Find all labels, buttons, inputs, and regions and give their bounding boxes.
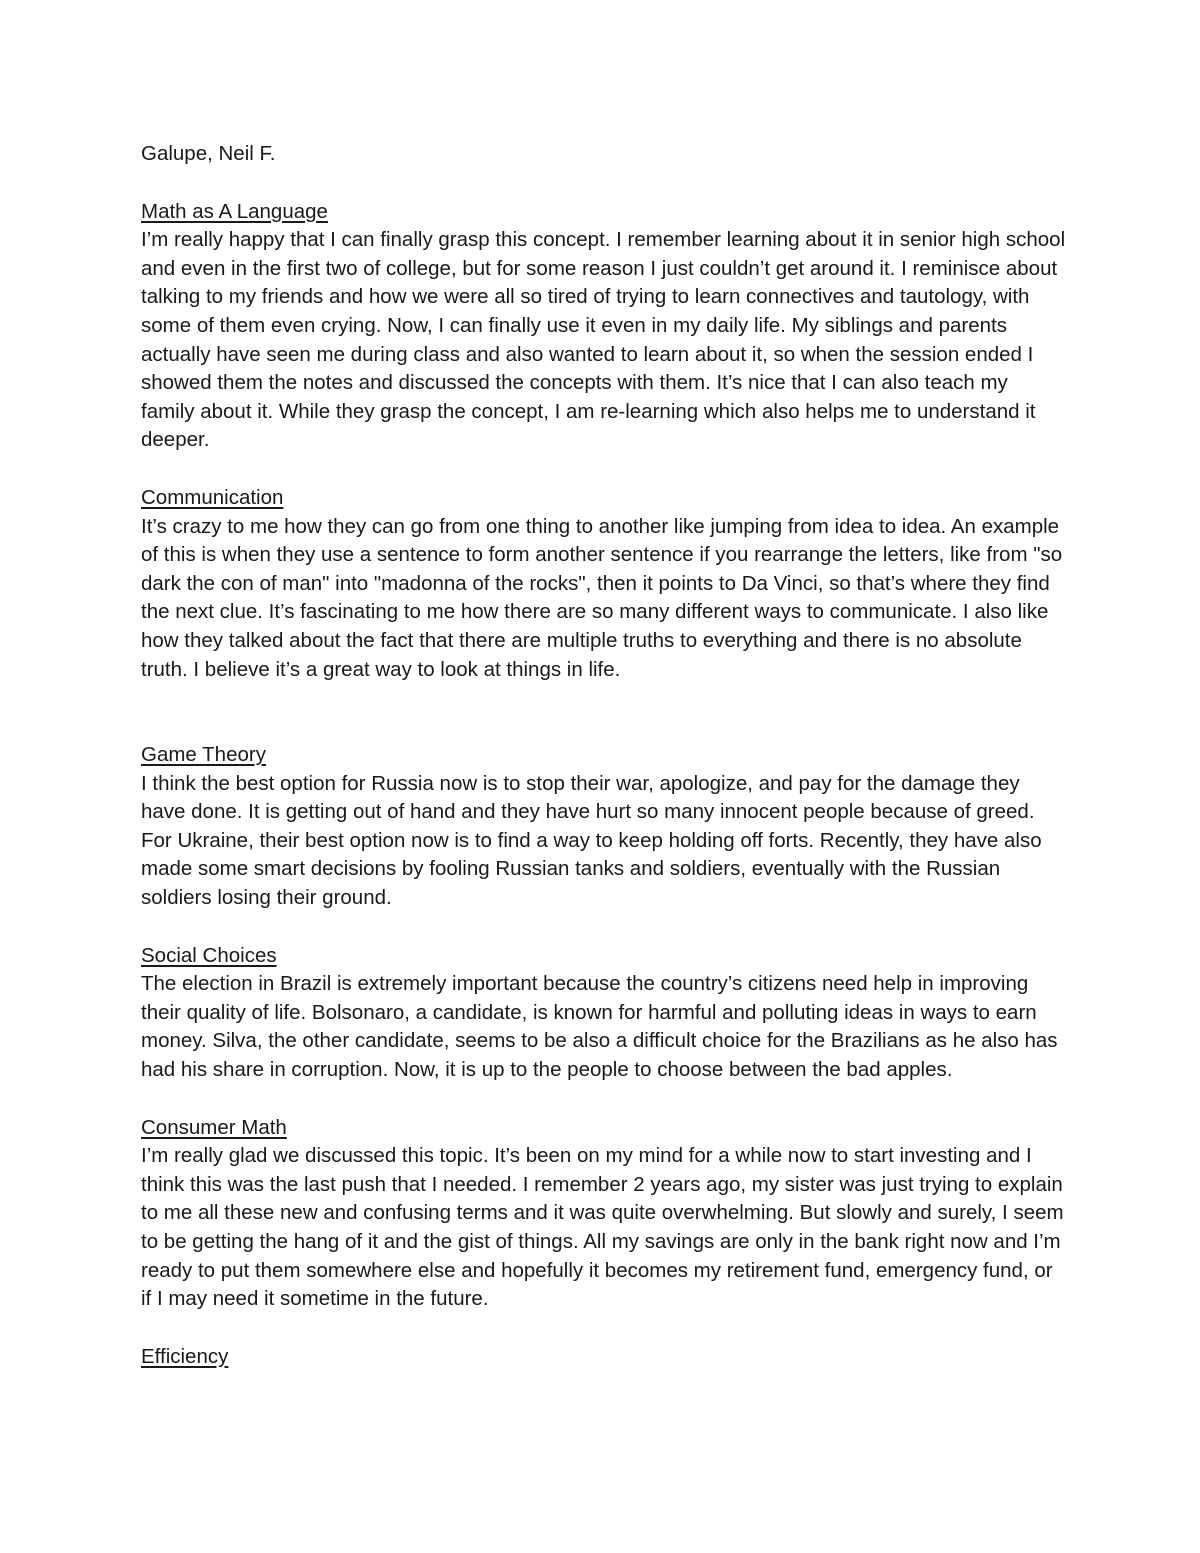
- section-heading: Math as A Language: [141, 199, 328, 223]
- section-body: I’m really happy that I can finally grasp this concept. I remember learning about it in senior high school and even in the first two of college, but for some reason I just couldn’t get around it. I reminisce about talking to my friends and how we were all so tired of trying to learn connectives and tautology, with some of them even crying. Now, I can finally use it even in my daily life. My siblings and parents actually have seen me during class and also wanted to learn about it, so when the session ended I showed them the notes and discussed the concepts with them. It’s nice that I can also teach my family about it. While they grasp the concept, I am re-learning which also helps me to understand it deeper.: [141, 228, 1066, 452]
- section-consumer-math: [141, 1114, 1066, 1314]
- section-efficiency: [141, 1343, 1066, 1372]
- section-body: The election in Brazil is extremely important because the country’s citizens need help in improving their quality of life. Bolsonaro, a candidate, is known for harmful and polluting ideas in ways to earn money. Silva, the other candidate, seems to be also a difficult choice for the Brazilians as he also has had his share in corruption. Now, it is up to the people to choose between the bad apples.: [141, 972, 1058, 1082]
- section-game-theory: [141, 741, 1066, 913]
- section-body: I think the best option for Russia now is to stop their war, apologize, and pay for the damage they have done. It is getting out of hand and they have hurt so many innocent people because of greed. For Ukraine, their best option now is to find a way to keep holding off forts. Recently, they have also made some smart decisions by fooling Russian tanks and soldiers, eventually with the Russian soldiers losing their ground.: [141, 771, 1042, 910]
- section-heading: Communication: [141, 485, 284, 509]
- section-heading: Consumer Math: [141, 1115, 287, 1139]
- section-body: I’m really glad we discussed this topic. It’s been on my mind for a while now to start investing and I think this was the last push that I needed. I remember 2 years ago, my sister was just trying to explain to me all these new and confusing terms and it was quite overwhelming. But slowly and surely, I seem to be getting the hang of it and the gist of things. All my savings are only in the bank right now and I’m ready to put them somewhere else and hopefully it becomes my retirement fund, emergency fund, or if I may need it sometime in the future.: [141, 1144, 1064, 1311]
- section-body: It’s crazy to me how they can go from one thing to another like jumping from idea to idea. An example of this is when they use a sentence to form another sentence if you rearrange the letters, like from "so dark the con of man" into "madonna of the rocks", then it points to Da Vinci, so that’s where they find the next clue. It’s fascinating to me how there are so many different ways to communicate. I also like how they talked about the fact that there are multiple truths to everything and there is no absolute truth. I believe it’s a great way to look at things in life.: [141, 514, 1063, 681]
- section-communication: [141, 484, 1066, 684]
- section-heading: Game Theory: [141, 743, 266, 767]
- section-heading: Efficiency: [141, 1344, 229, 1368]
- document-content: [141, 140, 1066, 1400]
- author-name: Galupe, Neil F.: [141, 142, 276, 165]
- section-social-choices: [141, 942, 1066, 1085]
- section-math-as-a-language: [141, 198, 1066, 455]
- section-heading: Social Choices: [141, 943, 277, 967]
